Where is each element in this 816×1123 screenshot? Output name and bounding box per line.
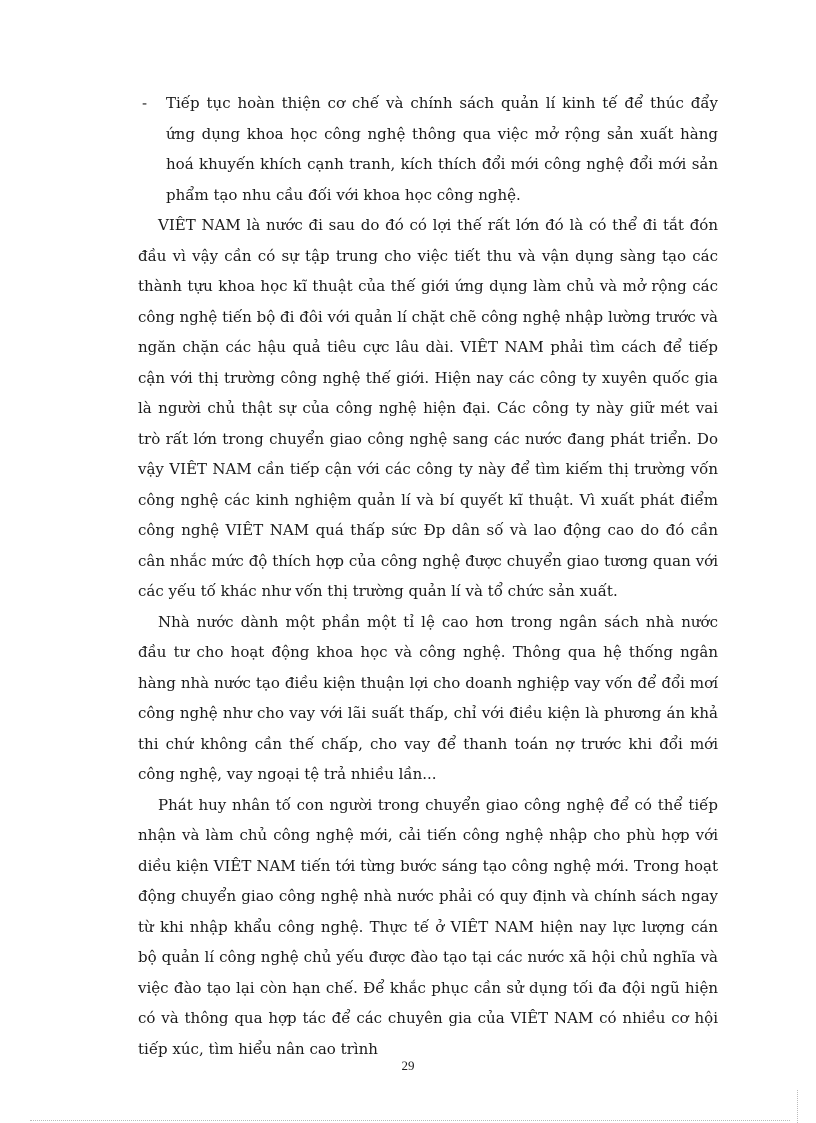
page-number: 29 [401,1058,415,1073]
bullet-text: Tiếp tục hoàn thiện cơ chế và chính sách quản lí kinh tế để thúc đẩy ứng dụng khoa học công nghệ thông qua việc mở rộng sản xuất hàng hoá khuyến khích cạnh tranh, kích thích đổi mới công nghệ đổi mới sản phẩm tạo nhu cầu đối với khoa học công nghệ. [166,94,718,204]
bullet-dash: - [142,94,148,112]
paragraph-1: VIÊT NAM là nước đi sau do đó có lợi thế rất lớn đó là có thể đi tắt đón đầu vì vậy cần có sự tập trung cho việc tiết thu và vận dụng sàng tạo các thành tựu khoa học kĩ thuật của thế giới ứng dụng làm chủ và mở rộng các công nghệ tiến bộ đi đôi với quản lí chặt chẽ công nghệ nhập lường trước và ngăn chặn các hậu quả tiêu cực lâu dài. VIÊT NAM phải tìm cách để tiếp cận với thị trường công nghệ thế giới. Hiện nay các công ty xuyên quốc gia là người chủ thật sự của công nghệ hiện đại. Các công ty này giữ mét vai trò rất lớn trong chuyển giao công nghệ sang các nước đang phát triển. Do vậy VIÊT NAM cần tiếp cận với các công ty này để tìm kiếm thị trường vốn công nghệ các kinh nghiệm quản lí và bí quyết kĩ thuật. Vì xuất phát điểm công nghệ VIÊT NAM quá thấp sức Đp dân số và lao động cao do đó cần cân nhắc mức độ thích hợp của công nghệ được chuyển giao tương quan với các yếu tố khác như vốn thị trường quản lí và tổ chức sản xuất. [138,216,718,600]
bullet-item [138,88,718,210]
body-text [138,88,718,1064]
paragraph-3: Phát huy nhân tố con người trong chuyển giao công nghệ để có thể tiếp nhận và làm chủ công nghệ mới, cải tiến công nghệ nhập cho phù hợp với diều kiện VIÊT NAM tiến tới từng bước sáng tạo công nghệ mới. Trong hoạt động chuyển giao công nghệ nhà nước phải có quy định và chính sách ngay từ khi nhập khẩu công nghệ. Thực tế ở VIÊT NAM hiện nay lực lượng cán bộ quản lí công nghệ chủ yếu được đào tạo tại các nước xã hội chủ nghĩa và việc đào tạo lại còn hạn chế. Để khắc phục cần sử dụng tối đa đội ngũ hiện có và thông qua hợp tác để các chuyên gia của VIÊT NAM có nhiều cơ hội tiếp xúc, tìm hiểu nân cao trình [138,795,718,1058]
footer-divider [30,1120,790,1121]
paragraph-2: Nhà nước dành một phần một tỉ lệ cao hơn trong ngân sách nhà nước đầu tư cho hoạt động khoa học và công nghệ. Thông qua hệ thống ngân hàng nhà nước tạo điều kiện thuận lợi cho doanh nghiệp vay vốn để đổi mơí công nghệ như cho vay với lãi suất thấp, chỉ với điều kiện là phương án khả thi chứ không cần thế chấp, cho vay để thanh toán nợ trước khi đổi mới công nghệ, vay ngoại tệ trả nhiều lần... [138,612,718,783]
corner-divider [797,1090,798,1123]
